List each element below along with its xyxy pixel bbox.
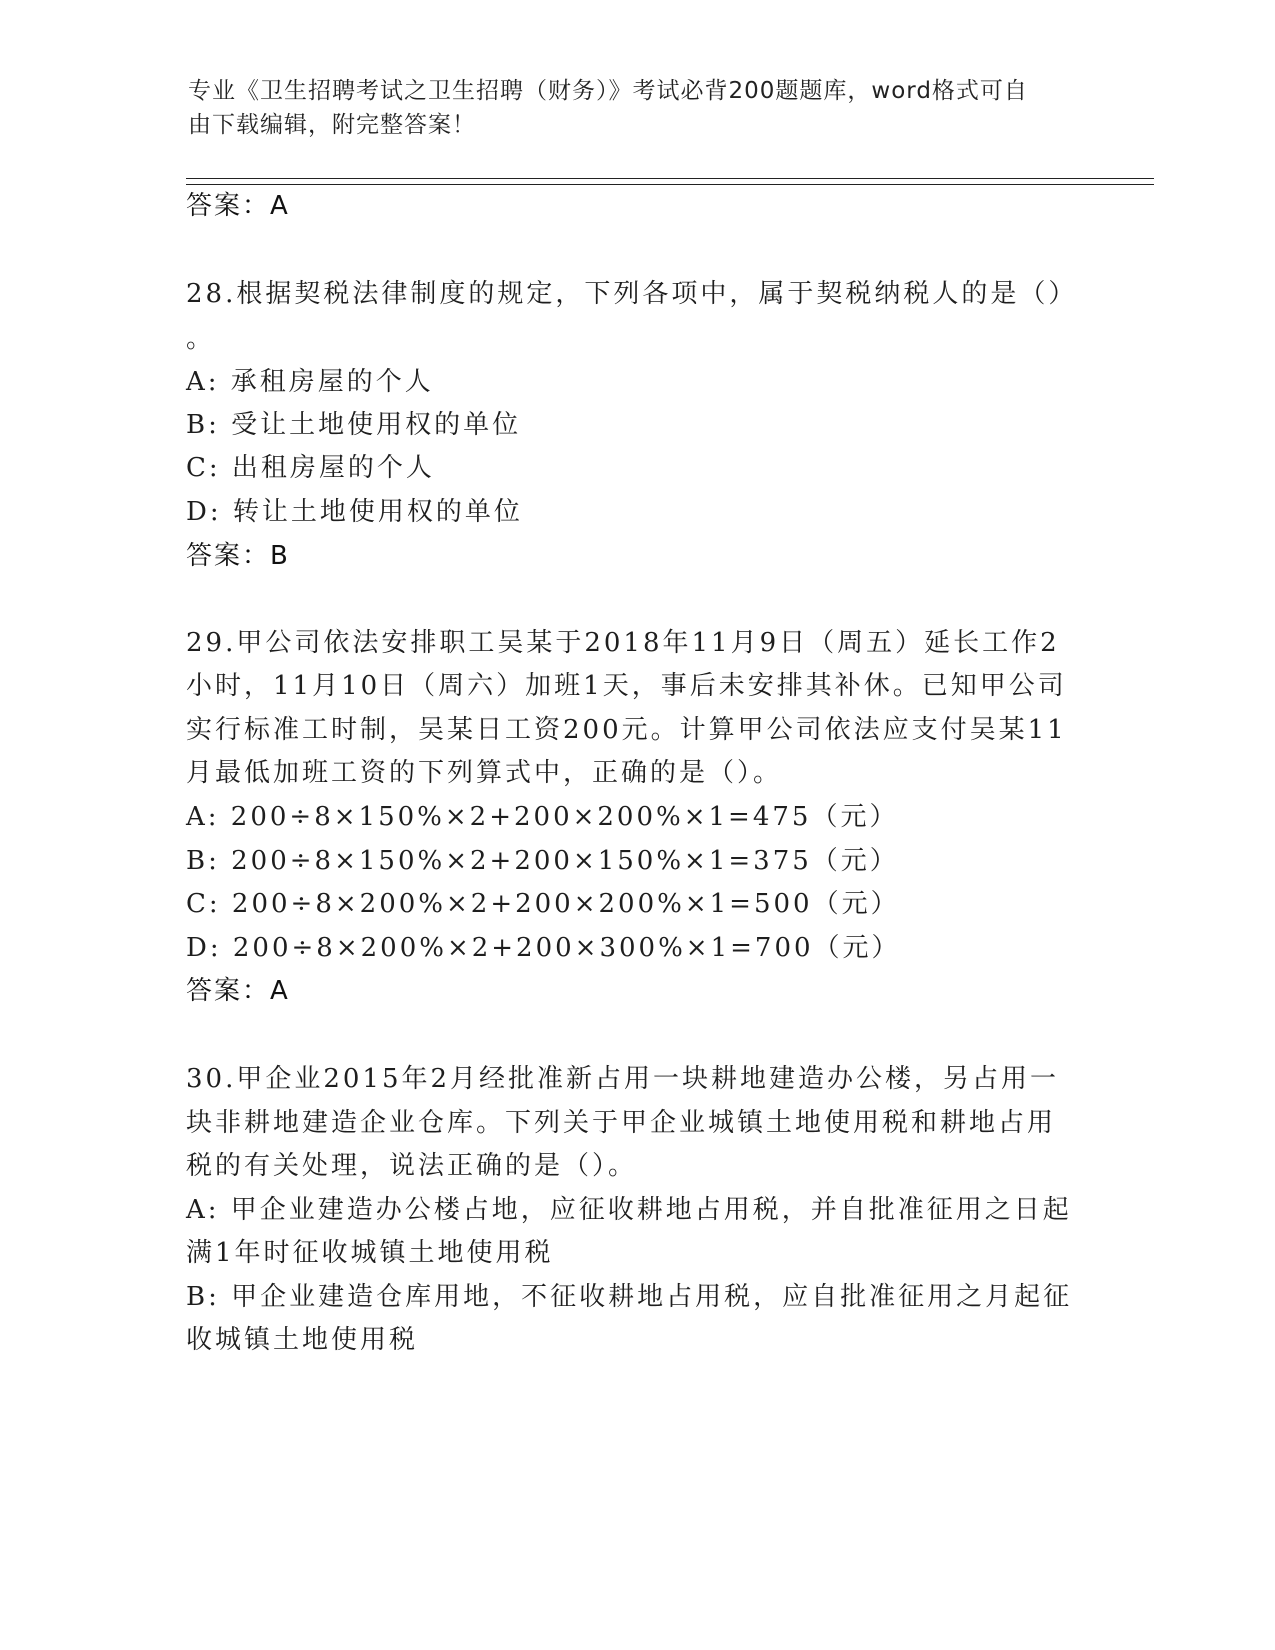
q29-option-d: D: 200÷8×200%×2+200×300%×1=700（元） [186, 933, 901, 963]
previous-answer: 答案：A [186, 191, 290, 221]
header-line-2: 由下载编辑，附完整答案！ [188, 112, 476, 138]
q30-option-b-line-1: B: 甲企业建造仓库用地，不征收耕地占用税，应自批准征用之月起征 [186, 1282, 1073, 1312]
q28-option-a: A: 承租房屋的个人 [186, 367, 434, 397]
header-divider-top [186, 178, 1154, 179]
q29-answer: 答案：A [186, 976, 290, 1006]
header-line-1: 专业《卫生招聘考试之卫生招聘（财务）》考试必背200题题库，word格式可自 [188, 78, 1028, 104]
q29-option-c: C: 200÷8×200%×2+200×200%×1=500（元） [186, 889, 900, 919]
q30-option-b-line-2: 收城镇土地使用税 [186, 1325, 419, 1355]
q28-stem-line-2: 。 [186, 324, 216, 354]
q28-stem-line-1: 28.根据契税法律制度的规定，下列各项中，属于契税纳税人的是（） [186, 279, 1078, 309]
header-divider-bottom [186, 184, 1154, 185]
page-header [188, 74, 1068, 142]
q29-option-b: B: 200÷8×150%×2+200×150%×1=375（元） [186, 846, 899, 876]
q30-option-a-line-1: A: 甲企业建造办公楼占地，应征收耕地占用税，并自批准征用之日起 [186, 1195, 1072, 1225]
q29-stem-line-1: 29.甲公司依法安排职工吴某于2018年11月9日（周五）延长工作2 [186, 628, 1060, 658]
q29-stem-line-3: 实行标准工时制，吴某日工资200元。计算甲公司依法应支付吴某11 [186, 715, 1067, 745]
q30-stem-line-1: 30.甲企业2015年2月经批准新占用一块耕地建造办公楼，另占用一 [186, 1064, 1060, 1094]
q29-stem-line-2: 小时，11月10日（周六）加班1天，事后未安排其补休。已知甲公司 [186, 671, 1067, 701]
q30-stem-line-3: 税的有关处理，说法正确的是（）。 [186, 1151, 638, 1181]
q28-option-b: B: 受让土地使用权的单位 [186, 410, 522, 440]
q28-option-d: D: 转让土地使用权的单位 [186, 497, 523, 527]
q29-stem-line-4: 月最低加班工资的下列算式中，正确的是（）。 [186, 758, 783, 788]
q28-answer: 答案：B [186, 541, 290, 571]
q28-option-c: C: 出租房屋的个人 [186, 453, 435, 483]
q30-option-a-line-2: 满1年时征收城镇土地使用税 [186, 1238, 554, 1268]
q30-stem-line-2: 块非耕地建造企业仓库。下列关于甲企业城镇土地使用税和耕地占用 [186, 1108, 1057, 1138]
q29-option-a: A: 200÷8×150%×2+200×200%×1=475（元） [186, 802, 899, 832]
